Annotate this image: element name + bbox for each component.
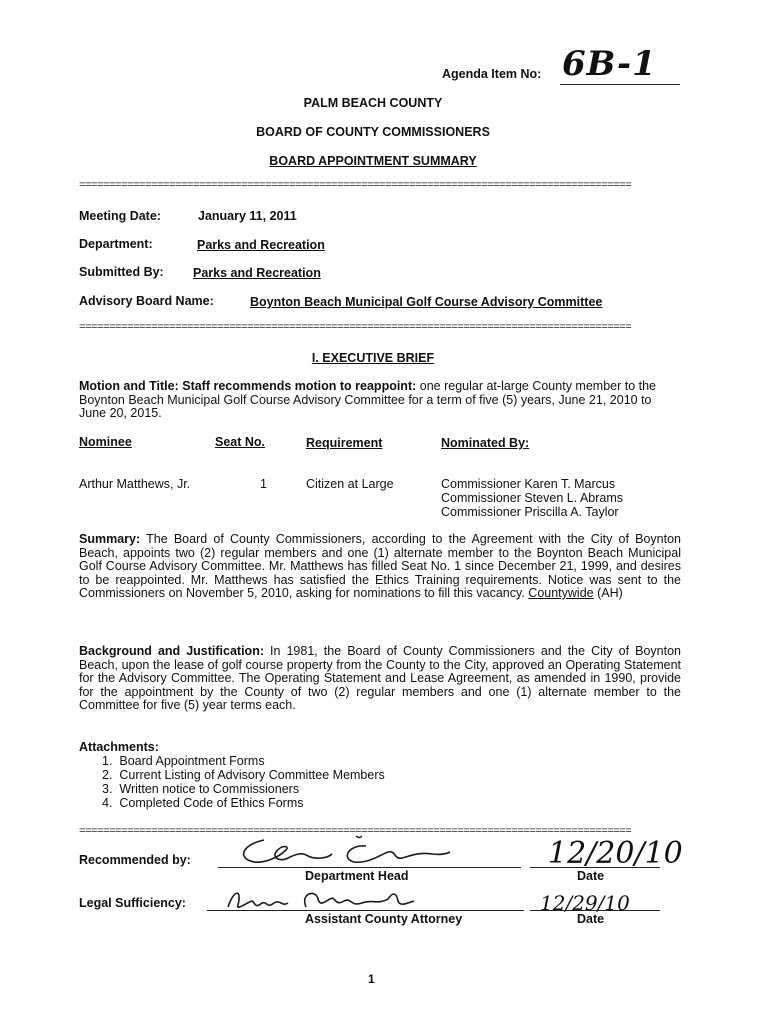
separator-bottom: ============================================================================================ — [79, 826, 632, 838]
attachment-item: 1. Board Appointment Forms — [102, 754, 265, 768]
table-header-requirement: Requirement — [306, 436, 383, 450]
legal-date-value: 12/29/10 — [540, 891, 630, 915]
table-cell-nominee: Arthur Matthews, Jr. — [79, 477, 191, 491]
attachments-label: Attachments: — [79, 740, 159, 754]
table-header-nominated-by: Nominated By: — [441, 436, 530, 450]
separator-middle: ============================================================================================ — [79, 322, 632, 334]
legal-date-caption: Date — [577, 912, 605, 926]
department-head-line — [218, 867, 521, 868]
table-cell-nominated-by-1: Commissioner Karen T. Marcus — [441, 477, 616, 491]
agenda-item-number: 6B-1 — [562, 44, 657, 84]
legal-sufficiency-label: Legal Sufficiency: — [79, 896, 186, 910]
motion-paragraph — [79, 380, 681, 421]
advisory-board-value: Boynton Beach Municipal Golf Course Advisory Committee — [250, 295, 603, 309]
table-cell-nominated-by-3: Commissioner Priscilla A. Taylor — [441, 505, 619, 519]
background-label: Background and Justification: — [79, 644, 264, 658]
summary-paragraph — [79, 533, 681, 601]
attorney-line — [207, 910, 524, 911]
department-label: Department: — [79, 237, 153, 251]
summary-text: The Board of County Commissioners, according to the Agreement with the City of Boynton Beach, appoints two (2) regular members and one (1) alternate member to the Boynton Beach Municipal Golf Course Advisory Committee. Mr. Matthews has filled Seat No. 1 since December 21, 1999, and desires to be reappointed. Mr. Matthews has satisfied the Ethics Training requirements. Notice was sent to the Commissioners on November 5, 2010, asking for nominations to fill this vacancy. — [79, 532, 681, 600]
table-header-nominee: Nominee — [79, 435, 132, 449]
table-header-seat: Seat No. — [215, 435, 266, 449]
legal-date-line — [530, 910, 660, 911]
separator-top: ============================================================================================ — [79, 180, 632, 192]
meeting-date-value: January 11, 2011 — [198, 209, 297, 223]
executive-brief-heading: I. EXECUTIVE BRIEF — [311, 351, 435, 365]
recommended-by-label: Recommended by: — [79, 853, 191, 867]
summary-label: Summary: — [79, 532, 141, 546]
table-cell-requirement: Citizen at Large — [306, 477, 394, 491]
advisory-board-label: Advisory Board Name: — [79, 294, 214, 308]
agenda-item-label: Agenda Item No: — [442, 67, 542, 81]
attachment-item: 2. Current Listing of Advisory Committee Members — [102, 768, 385, 782]
submitted-by-value: Parks and Recreation — [193, 266, 321, 280]
attachment-item: 4. Completed Code of Ethics Forms — [102, 796, 304, 810]
countywide-tag: Countywide — [528, 586, 594, 600]
recommended-date-line — [530, 867, 660, 868]
page-number: 1 — [368, 972, 375, 986]
table-cell-nominated-by-2: Commissioner Steven L. Abrams — [441, 491, 624, 505]
motion-text: one regular at-large County member to the Boynton Beach Municipal Golf Course Advisory Committee for a term of five (5) years, June 21, 2010 to June 20, 2015. — [79, 379, 657, 420]
summary-initials: (AH) — [597, 586, 623, 600]
agenda-item-underline — [560, 84, 680, 85]
recommended-date-caption: Date — [577, 869, 605, 883]
motion-label: Motion and Title: Staff recommends motion to reappoint: — [79, 379, 417, 393]
background-text: In 1981, the Board of County Commissioners and the City of Boynton Beach, upon the lease of golf course property from the County to the City, approved an Operating Statement for the Advisory Committee. The Operating Statement and Lease Agreement, as amended in 1990, provide for the appointment by the County of two (2) regular members and one (1) alternate member to the Committee for five (5) year terms each. — [79, 644, 681, 712]
background-paragraph — [79, 645, 681, 713]
board-title: BOARD OF COUNTY COMMISSIONERS — [256, 125, 490, 139]
attorney-caption: Assistant County Attorney — [305, 912, 463, 926]
submitted-by-label: Submitted By: — [79, 265, 164, 279]
table-cell-seat: 1 — [260, 477, 267, 491]
recommended-date-value: 12/20/10 — [548, 836, 683, 871]
department-value: Parks and Recreation — [197, 238, 325, 252]
department-head-signature — [236, 832, 456, 872]
county-title: PALM BEACH COUNTY — [303, 96, 443, 110]
meeting-date-label: Meeting Date: — [79, 209, 161, 223]
summary-title: BOARD APPOINTMENT SUMMARY — [269, 154, 477, 168]
attachment-item: 3. Written notice to Commissioners — [102, 782, 300, 796]
department-head-caption: Department Head — [305, 869, 409, 883]
